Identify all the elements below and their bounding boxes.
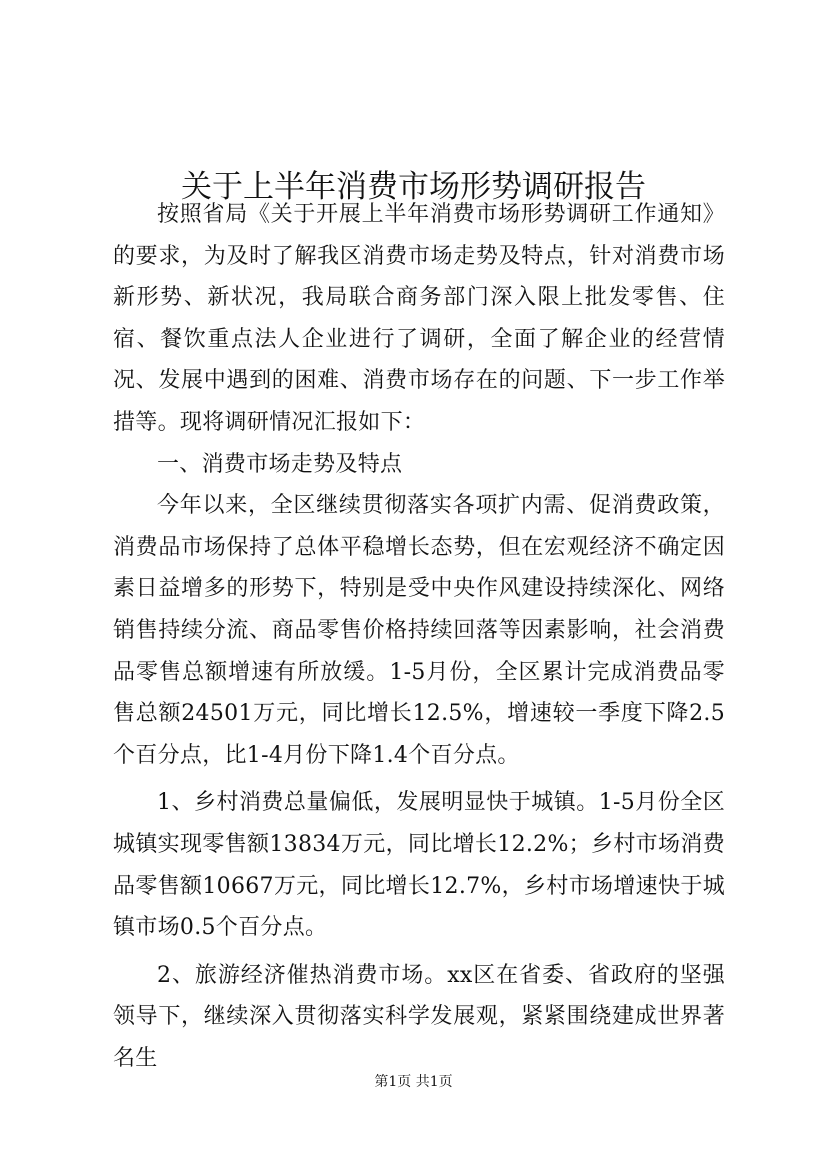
section-heading: 一、消费市场走势及特点	[157, 451, 403, 477]
document-body	[113, 194, 725, 1079]
paragraph-point-2: 2、旅游经济催热消费市场。xx区在省委、省政府的坚强领导下，继续深入贯彻落实科学发展观，紧紧围绕建成世界著名生	[113, 962, 725, 1071]
paragraph-point-1: 1、乡村消费总量偏低，发展明显快于城镇。1-5月份全区城镇实现零售额13834万元，同比增长12.2%；乡村市场消费品零售额10667万元，同比增长12.7%，乡村市场增速快于城镇市场0.5个百分点。	[113, 790, 725, 941]
page-footer: 第1页 共1页	[374, 1074, 453, 1090]
document-title: 关于上半年消费市场形势调研报告	[181, 168, 646, 205]
paragraph-overview: 今年以来，全区继续贯彻落实各项扩内需、促消费政策，消费品市场保持了总体平稳增长态势，但在宏观经济不确定因素日益增多的形势下，特别是受中央作风建设持续深化、网络销售持续分流、商品零售价格持续回落等因素影响，社会消费品零售总额增速有所放缓。1-5月份，全区累计完成消费品零售总额24501万元，同比增长12.5%，增速较一季度下降2.5个百分点，比1-4月份下降1.4个百分点。	[113, 493, 725, 768]
paragraph-intro: 按照省局《关于开展上半年消费市场形势调研工作通知》的要求，为及时了解我区消费市场走势及特点，针对消费市场新形势、新状况，我局联合商务部门深入限上批发零售、住宿、餐饮重点法人企业进行了调研，全面了解企业的经营情况、发展中遇到的困难、消费市场存在的问题、下一步工作举措等。现将调研情况汇报如下：	[113, 202, 725, 435]
